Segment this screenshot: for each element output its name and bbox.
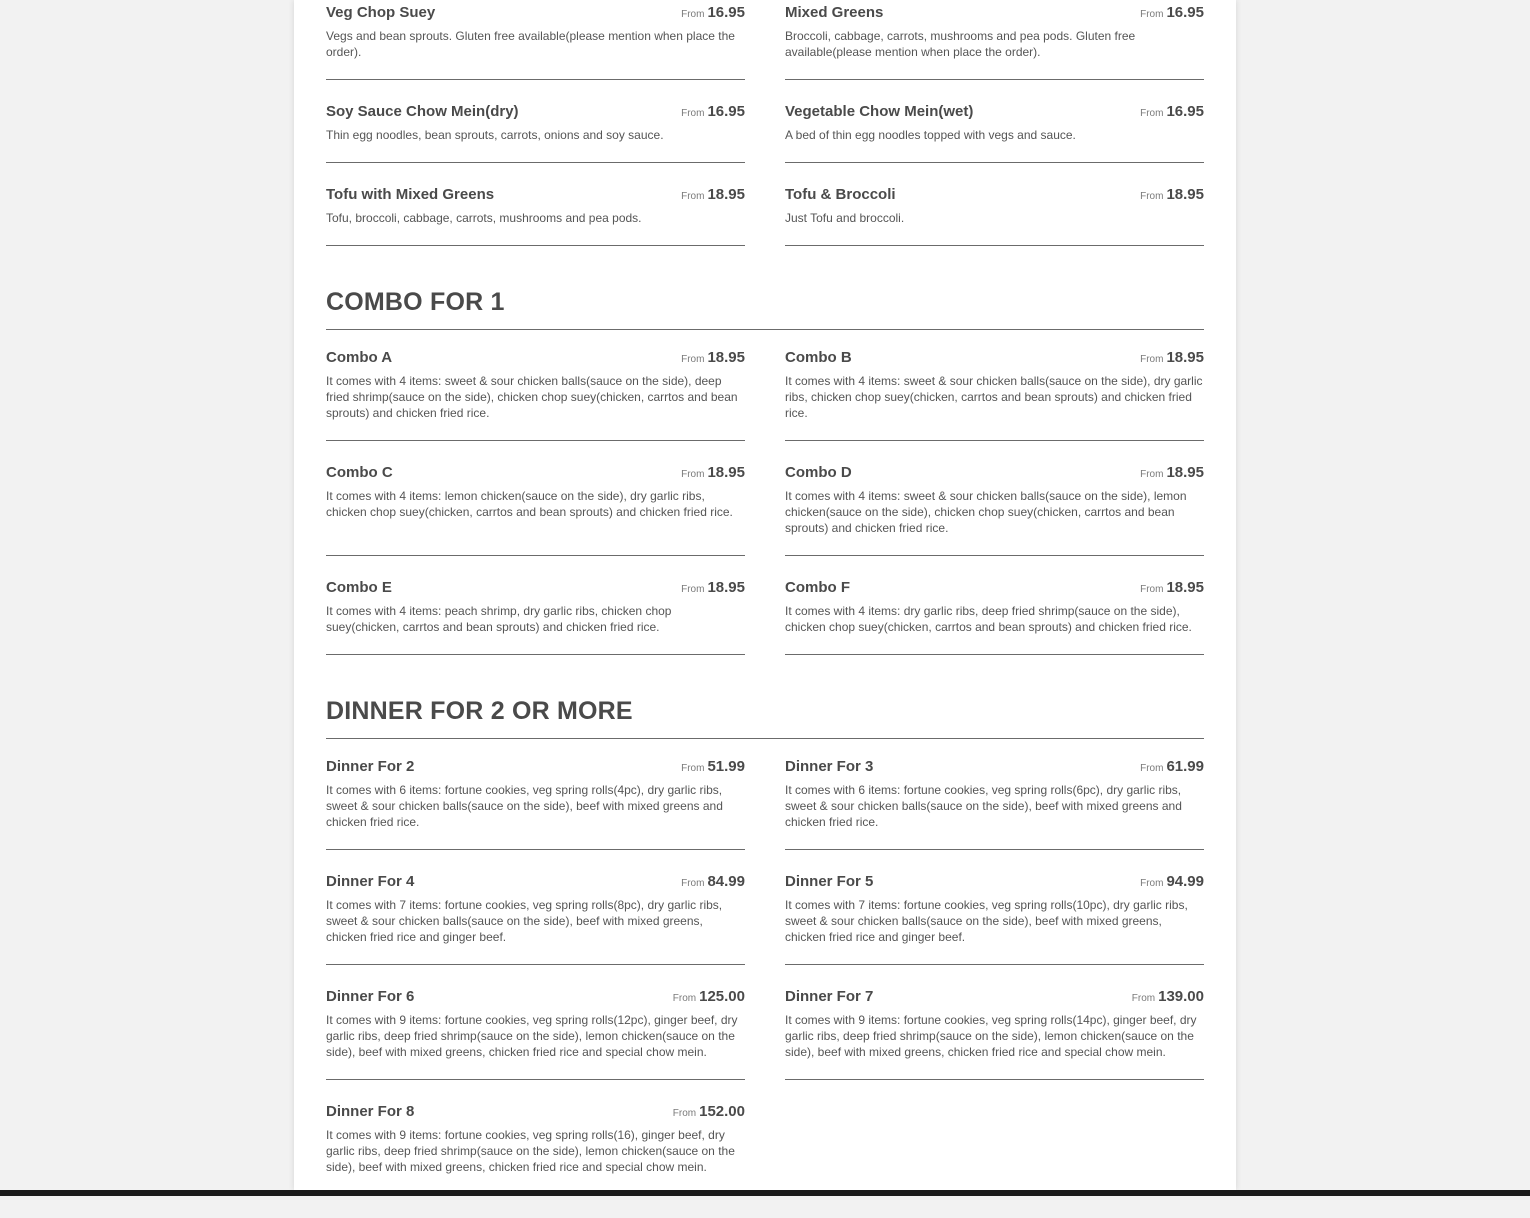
- menu-item-header: [785, 4, 1204, 28]
- menu-item-description: A bed of thin egg noodles topped with vegs and sauce.: [785, 128, 1076, 142]
- menu-item-price-group: [1140, 758, 1204, 776]
- section-title-combo: COMBO FOR 1: [326, 288, 1204, 330]
- price-from-label: From: [1140, 191, 1164, 202]
- menu-item-price-group: [681, 186, 745, 204]
- menu-item-description: Tofu, broccoli, cabbage, carrots, mushrooms and pea pods.: [326, 211, 642, 225]
- menu-item-description: It comes with 4 items: sweet & sour chicken balls(sauce on the side), dry garlic ribs, chicken chop suey(chicken, carrtos and bean sprouts) and chicken fried rice.: [785, 374, 1203, 420]
- menu-item-header: [785, 349, 1204, 373]
- price-from-label: From: [1131, 993, 1156, 1004]
- menu-item[interactable]: [326, 186, 745, 246]
- menu-item[interactable]: [785, 873, 1204, 965]
- menu-item-price: 18.95: [1166, 579, 1204, 596]
- price-from-label: From: [681, 354, 705, 365]
- menu-item-description: It comes with 4 items: sweet & sour chicken balls(sauce on the side), deep fried shrimp(sauce on the side), chicken chop suey(chicken, carrtos and bean sprouts) and chicken fried rice.: [326, 374, 738, 420]
- menu-item-name: Vegetable Chow Mein(wet): [785, 103, 974, 120]
- menu-item-name: Tofu & Broccoli: [785, 186, 896, 203]
- menu-item-price-group: [681, 758, 745, 776]
- menu-item-price: 51.99: [707, 758, 745, 775]
- menu-item-header: [785, 464, 1204, 488]
- menu-item[interactable]: [326, 4, 745, 80]
- menu-item-description: Thin egg noodles, bean sprouts, carrots, onions and soy sauce.: [326, 128, 664, 142]
- menu-grid-vegetables: [326, 4, 1204, 269]
- menu-item[interactable]: [785, 579, 1204, 655]
- menu-item-price: 152.00: [699, 1103, 745, 1120]
- menu-item-price: 61.99: [1166, 758, 1204, 775]
- menu-item-header: [326, 103, 745, 127]
- menu-item-price: 139.00: [1158, 988, 1204, 1005]
- menu-item-description: Vegs and bean sprouts. Gluten free available(please mention when place the order).: [326, 29, 735, 59]
- menu-item-name: Veg Chop Suey: [326, 4, 436, 21]
- menu-item-price: 84.99: [707, 873, 745, 890]
- menu-item[interactable]: [326, 758, 745, 850]
- menu-item-name: Dinner For 7: [785, 988, 874, 1005]
- menu-item-price-group: [1140, 873, 1204, 891]
- price-from-label: From: [1140, 469, 1164, 480]
- menu-item-header: [785, 579, 1204, 603]
- menu-item-header: [326, 579, 745, 603]
- price-from-label: From: [681, 108, 705, 119]
- menu-item-description: It comes with 6 items: fortune cookies, veg spring rolls(4pc), dry garlic ribs, sweet & sour chicken balls(sauce on the side), beef with mixed greens and chicken fried rice.: [326, 783, 723, 829]
- menu-item-description: It comes with 4 items: peach shrimp, dry garlic ribs, chicken chop suey(chicken, carrtos and bean sprouts) and chicken fried rice.: [326, 604, 672, 634]
- menu-item-description: Broccoli, cabbage, carrots, mushrooms and pea pods. Gluten free available(please mention when place the order).: [785, 29, 1136, 59]
- menu-item-description: It comes with 6 items: fortune cookies, veg spring rolls(6pc), dry garlic ribs, sweet & sour chicken balls(sauce on the side), beef with mixed greens and chicken fried rice.: [785, 783, 1182, 829]
- menu-item-description: It comes with 7 items: fortune cookies, veg spring rolls(10pc), dry garlic ribs, sweet & sour chicken balls(sauce on the side), beef with mixed greens, chicken fried rice and ginger beef.: [785, 898, 1188, 944]
- menu-item-header: [785, 873, 1204, 897]
- price-from-label: From: [681, 878, 705, 889]
- menu-item-price: 18.95: [1166, 349, 1204, 366]
- menu-item-name: Dinner For 2: [326, 758, 415, 775]
- menu-item-price-group: [681, 349, 745, 367]
- menu-item-price: 18.95: [707, 579, 745, 596]
- price-from-label: From: [1140, 763, 1164, 774]
- menu-item[interactable]: [785, 349, 1204, 441]
- menu-item[interactable]: [326, 579, 745, 655]
- menu-item[interactable]: [785, 464, 1204, 556]
- menu-item-price-group: [1132, 988, 1204, 1006]
- menu-item-price: 18.95: [1166, 186, 1204, 203]
- menu-item-description: It comes with 4 items: sweet & sour chicken balls(sauce on the side), lemon chicken(sauce on the side), chicken chop suey(chicken, carrtos and bean sprouts) and chicken fried rice.: [785, 489, 1187, 535]
- menu-item-price: 18.95: [707, 186, 745, 203]
- menu-item-price: 16.95: [1166, 103, 1204, 120]
- menu-item[interactable]: [326, 1103, 745, 1195]
- menu-item[interactable]: [326, 349, 745, 441]
- bottom-bar: [0, 1190, 1530, 1196]
- menu-item-header: [326, 464, 745, 488]
- menu-item-price-group: [1140, 464, 1204, 482]
- menu-item-price: 18.95: [1166, 464, 1204, 481]
- menu-item-price-group: [1140, 579, 1204, 597]
- menu-item-price: 18.95: [707, 349, 745, 366]
- menu-item-description: It comes with 9 items: fortune cookies, veg spring rolls(12pc), ginger beef, dry garlic ribs, deep fried shrimp(sauce on the side), lemon chicken(sauce on the side), beef with mixed greens, chicken fried rice and special chow mein.: [326, 1013, 738, 1059]
- menu-item[interactable]: [326, 873, 745, 965]
- menu-item-description: It comes with 9 items: fortune cookies, veg spring rolls(16), ginger beef, dry garlic ribs, deep fried shrimp(sauce on the side), lemon chicken(sauce on the side), beef with mixed greens, chicken fried rice and special chow mein.: [326, 1128, 735, 1174]
- menu-item-name: Dinner For 8: [326, 1103, 415, 1120]
- menu-item-price-group: [673, 988, 745, 1006]
- menu-item-name: Dinner For 3: [785, 758, 874, 775]
- price-from-label: From: [1140, 108, 1164, 119]
- menu-item[interactable]: [785, 186, 1204, 246]
- menu-item-description: Just Tofu and broccoli.: [785, 211, 905, 225]
- price-from-label: From: [1140, 354, 1164, 365]
- menu-item-price-group: [1140, 103, 1204, 121]
- menu-item-name: Combo F: [785, 579, 850, 596]
- menu-item-price-group: [673, 1103, 745, 1121]
- menu-item-price: 16.95: [707, 4, 745, 21]
- price-from-label: From: [681, 9, 705, 20]
- menu-item-header: [326, 873, 745, 897]
- menu-item-header: [785, 758, 1204, 782]
- price-from-label: From: [1140, 878, 1164, 889]
- price-from-label: From: [1140, 584, 1164, 595]
- section-title-dinner: DINNER FOR 2 OR MORE: [326, 697, 1204, 739]
- menu-item[interactable]: [326, 464, 745, 556]
- menu-item-header: [785, 103, 1204, 127]
- menu-item-name: Combo C: [326, 464, 393, 481]
- menu-item-price: 94.99: [1166, 873, 1204, 890]
- menu-item-header: [326, 349, 745, 373]
- menu-item-price: 16.95: [707, 103, 745, 120]
- menu-item-name: Combo A: [326, 349, 393, 366]
- menu-item[interactable]: [326, 103, 745, 163]
- menu-item-description: It comes with 4 items: dry garlic ribs, deep fried shrimp(sauce on the side), chicken chop suey(chicken, carrtos and bean sprouts) and chicken fried rice.: [785, 604, 1192, 634]
- menu-item-price-group: [681, 103, 745, 121]
- menu-item-name: Mixed Greens: [785, 4, 884, 21]
- menu-item-header: [326, 758, 745, 782]
- menu-item-header: [326, 1103, 745, 1127]
- menu-grid-dinner: [326, 758, 1204, 1218]
- menu-item[interactable]: [785, 758, 1204, 850]
- menu-item-price-group: [681, 873, 745, 891]
- menu-item[interactable]: [326, 988, 745, 1080]
- menu-item-name: Dinner For 6: [326, 988, 415, 1005]
- menu-item-description: It comes with 4 items: lemon chicken(sauce on the side), dry garlic ribs, chicken chop suey(chicken, carrtos and bean sprouts) and chicken fried rice.: [326, 489, 733, 519]
- menu-item-name: Dinner For 5: [785, 873, 874, 890]
- menu-item-name: Soy Sauce Chow Mein(dry): [326, 103, 519, 120]
- menu-item[interactable]: [785, 103, 1204, 163]
- menu-item-name: Tofu with Mixed Greens: [326, 186, 495, 203]
- price-from-label: From: [672, 1108, 697, 1119]
- menu-item-price-group: [1140, 4, 1204, 22]
- price-from-label: From: [681, 191, 705, 202]
- menu-item-header: [326, 988, 745, 1012]
- menu-item-description: It comes with 7 items: fortune cookies, veg spring rolls(8pc), dry garlic ribs, sweet & sour chicken balls(sauce on the side), beef with mixed greens, chicken fried rice and ginger beef.: [326, 898, 723, 944]
- menu-item-price: 16.95: [1166, 4, 1204, 21]
- menu-item-price: 125.00: [699, 988, 745, 1005]
- menu-item-name: Combo D: [785, 464, 852, 481]
- price-from-label: From: [681, 763, 705, 774]
- menu-item-price-group: [1140, 349, 1204, 367]
- menu-item-description: It comes with 9 items: fortune cookies, veg spring rolls(14pc), ginger beef, dry garlic ribs, deep fried shrimp(sauce on the side), lemon chicken(sauce on the side), beef with mixed greens, chicken fried rice and special chow mein.: [785, 1013, 1197, 1059]
- menu-item[interactable]: [785, 988, 1204, 1080]
- price-from-label: From: [672, 993, 697, 1004]
- price-from-label: From: [681, 469, 705, 480]
- menu-item-header: [785, 988, 1204, 1012]
- menu-item[interactable]: [785, 4, 1204, 80]
- menu-item-price-group: [681, 579, 745, 597]
- menu-item-header: [326, 186, 745, 210]
- menu-item-header: [785, 186, 1204, 210]
- menu-grid-combo: [326, 349, 1204, 678]
- price-from-label: From: [1140, 9, 1164, 20]
- price-from-label: From: [681, 584, 705, 595]
- menu-item-name: Combo E: [326, 579, 392, 596]
- menu-item-price-group: [681, 4, 745, 22]
- menu-item-name: Dinner For 4: [326, 873, 415, 890]
- menu-item-price: 18.95: [707, 464, 745, 481]
- menu-item-header: [326, 4, 745, 28]
- menu-item-price-group: [1140, 186, 1204, 204]
- menu-item-name: Combo B: [785, 349, 852, 366]
- menu-item-price-group: [681, 464, 745, 482]
